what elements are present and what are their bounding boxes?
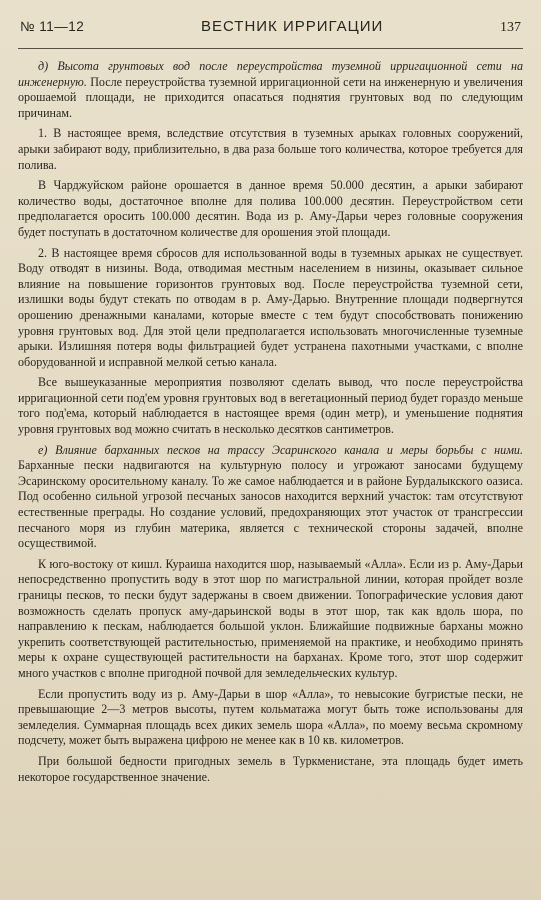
- paragraph: [18, 59, 523, 121]
- paragraph-text: Барханные пески надвигаются на культурную полосу и угрожают заносами будущему Эсаринскому оросительному каналу. То же самое наблюдается и в районе Бурдалыкского оазиса. Под особенно сильной угрозой песчаных заносов находится верхний участок: там отсутствуют естественные преграды. Но создание условий, предохраняющих этот участок от трансгрессии песчаного моря из глубин материка, является с технической стороны задачей, вполне осуществимой.: [18, 458, 523, 551]
- section-heading: д) Высота грунтовых вод после переустройства туземной ирригационной сети на инженерную.: [18, 59, 523, 89]
- paragraph: [18, 557, 523, 682]
- paragraph-text: К юго-востоку от кишл. Кураиша находится шор, называемый «Алла». Если из р. Аму-Дарьи непосредственно пропустить воду в этот шор по магистральной линии, которая пройдет возле границы песков, то пески будут задержаны в своем движении. Топографические условия дают возможность сделать пропуск аму-дарьинской воды в этот шор, так как вдоль шора, по направлению к пескам, наблюдается большой уклон. Ближайшие подвижные барханы можно укрепить соответствующей растительностью, применяемой на практике, и необходимо принять меры к охране существующей растительности на барханах. Кроме того, этот шор содержит много участков с вполне пригодной почвой для земледельческих культур.: [18, 556, 523, 680]
- article-body: [18, 59, 523, 785]
- paragraph: [18, 178, 523, 240]
- page-number: 137: [500, 20, 521, 35]
- paragraph: [18, 443, 523, 552]
- paragraph: [18, 246, 523, 371]
- paragraph-text: После переустройства туземной ирригационной сети на инженерную и увеличения орошаемой площади, не приходится опасаться поднятия грунтовых вод по следующим причинам.: [18, 74, 523, 120]
- journal-title: ВЕСТНИК ИРРИГАЦИИ: [200, 18, 384, 35]
- paragraph: [18, 126, 523, 173]
- paragraph-text: 2. В настоящее время сбросов для использованной воды в туземных арыках не существует. Воду отводят в низины. Вода, отводимая местным населением в низины, оказывает сильное влияние на повышение горизонтов грунтовых вод. После переустройства туземной сети, излишки воды будут стекать по отводам в р. Аму-Дарью. Внутренние площади подвергнутся орошению дренажными каналами, которые вместе с тем будут способствовать понижению уровня грунтовых вод. Для этой цели предполагается использовать многочисленные туземные арыки. Излишняя потеря воды фильтрацией будет устранена пахотными участками, с вполне оборудованной и исправной мелкой сетью канала.: [18, 245, 523, 369]
- section-heading: е) Влияние барханных песков на трассу Эсаринского канала и меры борьбы с ними.: [38, 442, 523, 457]
- paragraph-text: 1. В настоящее время, вследствие отсутствия в туземных арыках головных сооружений, арыки забирают воду, приблизительно, в два раза больше того количества, которое требуется для полива.: [18, 126, 523, 172]
- paragraph-text: При большой бедности пригодных земель в Туркменистане, эта площадь будет иметь некоторое государственное значение.: [18, 753, 523, 784]
- paragraph: [18, 754, 523, 785]
- paragraph-text: Если пропустить воду из р. Аму-Дарьи в шор «Алла», то невысокие бугристые пески, не превышающие 2—3 метров высоты, путем кольматажа могут быть тоже использованы для земледелия. Суммарная площадь всех диких земель шора «Алла», по моему весьма скромному подсчету, может быть выражена цифрою не менее как в 10 кв. километров.: [18, 686, 523, 748]
- issue-number: № 11—12: [20, 19, 85, 34]
- paragraph-text: Все вышеуказанные мероприятия позволяют сделать вывод, что после переустройства ирригационной сети под'ем уровня грунтовых вод в вегетационный период будет гораздо меньше того под'ема, который наблюдается в настоящее время (один метр), и уменьшение поднятия уровня грунтовых вод можно считать в несколько десятков сантиметров.: [18, 375, 523, 437]
- page-header: [18, 18, 523, 49]
- paragraph: [18, 375, 523, 437]
- paragraph: [18, 687, 523, 749]
- paragraph-text: В Чарджуйском районе орошается в данное время 50.000 десятин, а арыки забирают количество воды, достаточное вполне для полива 100.000 десятин. Переустройством сети предполагается оросить 100.000 десятин. Вода из р. Аму-Дарьи через головные сооружения будет поступать в достаточном количестве для орошения этой площади.: [18, 178, 523, 239]
